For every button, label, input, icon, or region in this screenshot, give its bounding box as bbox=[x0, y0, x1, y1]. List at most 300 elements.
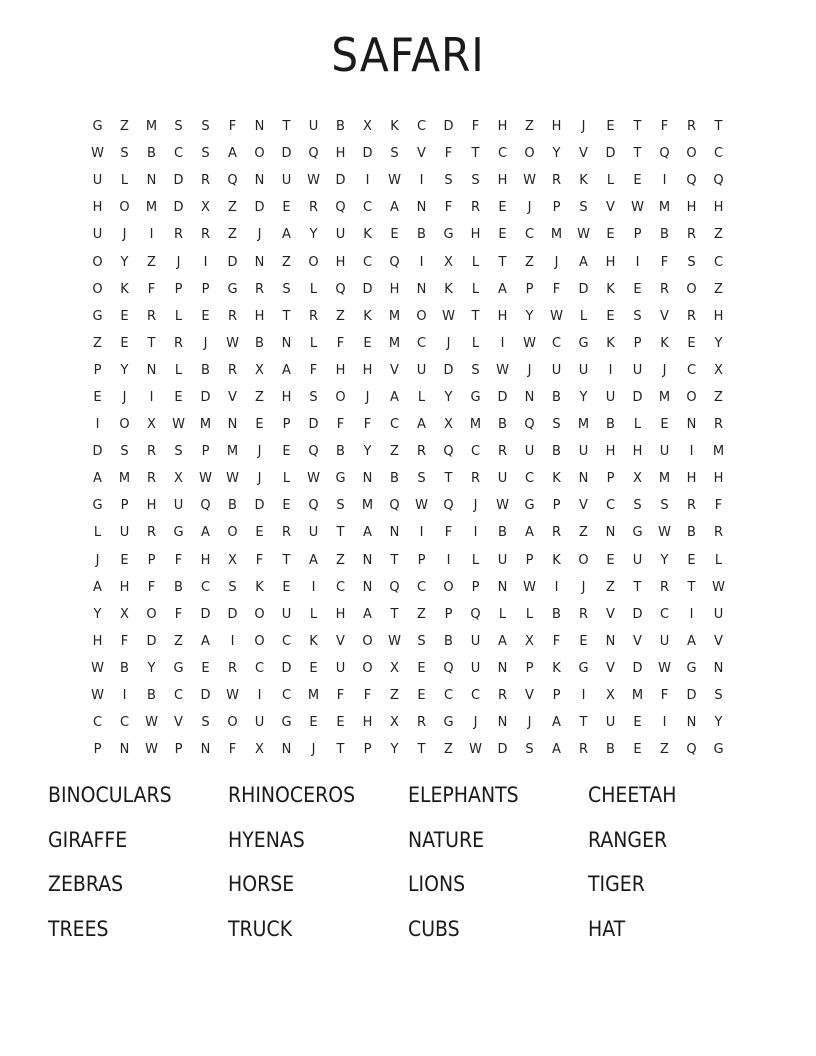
grid-letter: M bbox=[388, 308, 401, 324]
grid-letter: T bbox=[498, 254, 507, 270]
grid-letter: H bbox=[713, 471, 724, 487]
grid-letter: U bbox=[551, 362, 562, 378]
grid-letter: E bbox=[309, 660, 318, 676]
grid-letter: H bbox=[281, 389, 292, 405]
grid-letter: G bbox=[173, 525, 184, 541]
grid-letter: C bbox=[416, 119, 427, 135]
grid-letter: R bbox=[497, 688, 508, 704]
grid-letter: M bbox=[118, 471, 131, 487]
grid-letter: E bbox=[579, 633, 588, 649]
grid-letter: R bbox=[254, 281, 265, 297]
grid-letter: Q bbox=[308, 444, 319, 460]
grid-letter: R bbox=[281, 525, 292, 541]
grid-letter: L bbox=[714, 552, 723, 568]
grid-letter: F bbox=[228, 119, 237, 135]
grid-letter: P bbox=[174, 281, 183, 297]
grid-letter: Q bbox=[389, 498, 400, 514]
grid-letter: T bbox=[714, 119, 723, 135]
grid-letter: S bbox=[660, 498, 669, 514]
grid-letter: J bbox=[257, 471, 262, 487]
grid-letter: O bbox=[254, 606, 265, 622]
grid-letter: C bbox=[173, 146, 184, 162]
grid-letter: R bbox=[200, 227, 211, 243]
grid-letter: F bbox=[336, 688, 345, 704]
grid-letter: O bbox=[119, 200, 130, 216]
grid-letter: L bbox=[174, 308, 183, 324]
grid-letter: I bbox=[149, 227, 154, 243]
grid-letter: U bbox=[578, 444, 589, 460]
grid-letter: Y bbox=[714, 335, 723, 351]
grid-letter: M bbox=[469, 417, 482, 433]
grid-letter: I bbox=[311, 579, 316, 595]
grid-letter: F bbox=[147, 281, 156, 297]
word-bank-item: GIRAFFE bbox=[48, 827, 128, 852]
grid-letter: C bbox=[416, 335, 427, 351]
grid-letter: U bbox=[308, 525, 319, 541]
grid-letter: U bbox=[119, 525, 130, 541]
grid-letter: D bbox=[443, 362, 454, 378]
grid-letter: J bbox=[473, 498, 478, 514]
grid-letter: A bbox=[525, 525, 534, 541]
grid-letter: Q bbox=[686, 173, 697, 189]
grid-letter: G bbox=[173, 660, 184, 676]
grid-letter: U bbox=[281, 173, 292, 189]
grid-letter: T bbox=[633, 579, 642, 595]
grid-letter: V bbox=[228, 389, 237, 405]
grid-letter: D bbox=[308, 417, 319, 433]
grid-letter: Q bbox=[686, 742, 697, 758]
grid-letter: N bbox=[416, 200, 427, 216]
grid-letter: H bbox=[497, 119, 508, 135]
grid-letter: E bbox=[606, 119, 615, 135]
grid-letter: E bbox=[120, 552, 129, 568]
grid-letter: P bbox=[93, 742, 102, 758]
grid-letter: A bbox=[417, 417, 426, 433]
grid-letter: L bbox=[471, 335, 480, 351]
grid-letter: N bbox=[605, 633, 616, 649]
grid-letter: E bbox=[606, 308, 615, 324]
grid-letter: W bbox=[226, 335, 239, 351]
grid-letter: U bbox=[659, 633, 670, 649]
grid-letter: C bbox=[200, 579, 211, 595]
grid-letter: D bbox=[227, 606, 238, 622]
grid-letter: H bbox=[551, 119, 562, 135]
grid-letter: F bbox=[471, 119, 480, 135]
grid-letter: Y bbox=[660, 552, 669, 568]
grid-letter: L bbox=[471, 552, 480, 568]
grid-letter: Q bbox=[713, 173, 724, 189]
grid-letter: X bbox=[444, 417, 453, 433]
grid-letter: R bbox=[173, 227, 184, 243]
grid-letter: W bbox=[496, 362, 509, 378]
grid-letter: H bbox=[605, 254, 616, 270]
grid-letter: O bbox=[362, 633, 373, 649]
page-title: SAFARI bbox=[331, 28, 485, 82]
grid-letter: D bbox=[362, 146, 373, 162]
grid-letter: A bbox=[552, 715, 561, 731]
grid-letter: Q bbox=[200, 498, 211, 514]
grid-letter: A bbox=[390, 200, 399, 216]
grid-letter: E bbox=[201, 660, 210, 676]
grid-letter: S bbox=[471, 362, 480, 378]
grid-letter: A bbox=[201, 633, 210, 649]
word-bank-item: CHEETAH bbox=[588, 783, 677, 807]
grid-letter: R bbox=[173, 335, 184, 351]
grid-letter: X bbox=[714, 362, 723, 378]
grid-letter: K bbox=[363, 227, 372, 243]
grid-letter: S bbox=[120, 146, 129, 162]
grid-letter: T bbox=[336, 525, 345, 541]
grid-letter: R bbox=[146, 471, 157, 487]
grid-letter: F bbox=[444, 146, 453, 162]
grid-letter: D bbox=[443, 119, 454, 135]
grid-letter: G bbox=[470, 389, 481, 405]
grid-letter: U bbox=[416, 362, 427, 378]
grid-letter: D bbox=[686, 688, 697, 704]
grid-letter: Y bbox=[147, 660, 156, 676]
grid-letter: Y bbox=[714, 715, 723, 731]
grid-letter: H bbox=[470, 227, 481, 243]
grid-letter: A bbox=[93, 471, 102, 487]
grid-letter: A bbox=[309, 552, 318, 568]
grid-letter: W bbox=[145, 742, 158, 758]
grid-letter: P bbox=[282, 417, 291, 433]
grid-letter: I bbox=[257, 688, 262, 704]
grid-letter: G bbox=[578, 335, 589, 351]
grid-letter: E bbox=[120, 335, 129, 351]
grid-letter: F bbox=[660, 119, 669, 135]
grid-letter: G bbox=[92, 308, 103, 324]
grid-letter: C bbox=[443, 688, 454, 704]
grid-letter: A bbox=[201, 525, 210, 541]
grid-letter: U bbox=[92, 173, 103, 189]
grid-letter: R bbox=[227, 362, 238, 378]
grid-letter: C bbox=[281, 633, 292, 649]
grid-letter: H bbox=[119, 579, 130, 595]
grid-letter: G bbox=[578, 660, 589, 676]
grid-letter: H bbox=[713, 308, 724, 324]
grid-letter: R bbox=[416, 715, 427, 731]
grid-letter: E bbox=[282, 200, 291, 216]
grid-letter: N bbox=[200, 742, 211, 758]
grid-letter: X bbox=[633, 471, 642, 487]
grid-letter: K bbox=[552, 552, 561, 568]
grid-letter: R bbox=[227, 660, 238, 676]
grid-letter: X bbox=[390, 715, 399, 731]
grid-letter: R bbox=[686, 119, 697, 135]
grid-letter: I bbox=[230, 633, 235, 649]
grid-letter: Y bbox=[120, 362, 129, 378]
grid-letter: Z bbox=[282, 254, 291, 270]
grid-letter: O bbox=[416, 308, 427, 324]
grid-letter: V bbox=[336, 633, 345, 649]
grid-letter: R bbox=[146, 525, 157, 541]
grid-letter: Z bbox=[390, 688, 399, 704]
grid-letter: V bbox=[525, 688, 534, 704]
grid-letter: E bbox=[498, 200, 507, 216]
grid-letter: B bbox=[336, 119, 345, 135]
grid-letter: C bbox=[659, 606, 670, 622]
grid-letter: B bbox=[498, 525, 507, 541]
grid-letter: N bbox=[524, 389, 535, 405]
grid-letter: S bbox=[687, 254, 696, 270]
grid-letter: N bbox=[119, 742, 130, 758]
grid-letter: U bbox=[632, 362, 643, 378]
grid-letter: R bbox=[659, 281, 670, 297]
grid-letter: I bbox=[662, 715, 667, 731]
grid-letter: W bbox=[199, 471, 212, 487]
grid-letter: W bbox=[91, 660, 104, 676]
grid-letter: E bbox=[309, 715, 318, 731]
grid-letter: B bbox=[552, 389, 561, 405]
grid-letter: K bbox=[579, 173, 588, 189]
grid-letter: S bbox=[228, 579, 237, 595]
grid-letter: C bbox=[551, 335, 562, 351]
grid-letter: K bbox=[444, 281, 453, 297]
grid-letter: N bbox=[605, 525, 616, 541]
grid-letter: I bbox=[149, 389, 154, 405]
grid-letter: M bbox=[145, 200, 158, 216]
grid-letter: F bbox=[336, 417, 345, 433]
grid-letter: D bbox=[632, 660, 643, 676]
grid-letter: E bbox=[255, 417, 264, 433]
grid-letter: G bbox=[281, 715, 292, 731]
grid-letter: N bbox=[227, 417, 238, 433]
grid-letter: Z bbox=[228, 227, 237, 243]
grid-letter: Q bbox=[389, 254, 400, 270]
grid-letter: C bbox=[416, 579, 427, 595]
grid-letter: D bbox=[200, 389, 211, 405]
grid-letter: D bbox=[632, 606, 643, 622]
grid-letter: S bbox=[201, 715, 210, 731]
grid-letter: Q bbox=[443, 660, 454, 676]
grid-letter: R bbox=[416, 444, 427, 460]
grid-letter: W bbox=[307, 471, 320, 487]
grid-letter: M bbox=[226, 444, 239, 460]
grid-letter: J bbox=[95, 552, 100, 568]
grid-letter: I bbox=[419, 525, 424, 541]
grid-letter: P bbox=[201, 444, 210, 460]
grid-letter: L bbox=[471, 254, 480, 270]
grid-letter: H bbox=[254, 308, 265, 324]
grid-letter: A bbox=[282, 362, 291, 378]
grid-letter: R bbox=[551, 173, 562, 189]
grid-letter: R bbox=[686, 498, 697, 514]
grid-letter: O bbox=[335, 389, 346, 405]
grid-letter: O bbox=[254, 146, 265, 162]
grid-letter: M bbox=[658, 389, 671, 405]
grid-letter: G bbox=[443, 715, 454, 731]
grid-letter: L bbox=[282, 471, 291, 487]
grid-letter: E bbox=[282, 579, 291, 595]
grid-letter: M bbox=[388, 335, 401, 351]
grid-letter: B bbox=[687, 525, 696, 541]
grid-letter: E bbox=[633, 173, 642, 189]
grid-letter: F bbox=[552, 633, 561, 649]
grid-letter: I bbox=[689, 606, 694, 622]
grid-letter: G bbox=[443, 227, 454, 243]
grid-letter: B bbox=[201, 362, 210, 378]
grid-letter: A bbox=[579, 254, 588, 270]
grid-letter: U bbox=[92, 227, 103, 243]
grid-letter: D bbox=[335, 173, 346, 189]
grid-letter: Q bbox=[443, 498, 454, 514]
grid-letter: Z bbox=[390, 444, 399, 460]
grid-letter: X bbox=[201, 200, 210, 216]
grid-letter: S bbox=[633, 308, 642, 324]
grid-letter: P bbox=[552, 688, 561, 704]
grid-letter: D bbox=[497, 742, 508, 758]
grid-letter: C bbox=[470, 444, 481, 460]
grid-letter: K bbox=[552, 660, 561, 676]
grid-letter: Q bbox=[308, 146, 319, 162]
grid-letter: C bbox=[713, 146, 724, 162]
grid-letter: W bbox=[523, 173, 536, 189]
grid-letter: Z bbox=[417, 606, 426, 622]
grid-letter: D bbox=[281, 660, 292, 676]
grid-letter: C bbox=[497, 146, 508, 162]
grid-letter: S bbox=[471, 173, 480, 189]
grid-letter: A bbox=[363, 525, 372, 541]
grid-letter: J bbox=[203, 335, 208, 351]
grid-letter: E bbox=[417, 688, 426, 704]
grid-letter: T bbox=[579, 715, 588, 731]
grid-letter: R bbox=[470, 471, 481, 487]
grid-letter: I bbox=[419, 173, 424, 189]
grid-letter: O bbox=[686, 146, 697, 162]
grid-letter: Z bbox=[714, 389, 723, 405]
grid-letter: U bbox=[254, 715, 265, 731]
grid-letter: S bbox=[201, 146, 210, 162]
grid-letter: J bbox=[527, 715, 532, 731]
grid-letter: Z bbox=[228, 200, 237, 216]
grid-letter: T bbox=[282, 308, 291, 324]
grid-letter: E bbox=[633, 742, 642, 758]
grid-letter: V bbox=[606, 200, 615, 216]
grid-letter: N bbox=[497, 660, 508, 676]
grid-letter: D bbox=[200, 606, 211, 622]
grid-letter: G bbox=[524, 498, 535, 514]
word-bank-item: RHINOCEROS bbox=[228, 783, 356, 807]
grid-letter: M bbox=[658, 200, 671, 216]
grid-letter: N bbox=[497, 579, 508, 595]
grid-letter: C bbox=[281, 688, 292, 704]
grid-letter: U bbox=[605, 389, 616, 405]
grid-letter: T bbox=[390, 606, 399, 622]
grid-letter: V bbox=[579, 146, 588, 162]
grid-letter: S bbox=[201, 119, 210, 135]
grid-letter: K bbox=[309, 633, 318, 649]
grid-letter: A bbox=[93, 579, 102, 595]
grid-letter: S bbox=[579, 200, 588, 216]
grid-letter: R bbox=[578, 606, 589, 622]
grid-letter: B bbox=[498, 417, 507, 433]
grid-letter: Z bbox=[660, 742, 669, 758]
grid-letter: C bbox=[686, 362, 697, 378]
grid-letter: O bbox=[92, 281, 103, 297]
grid-letter: F bbox=[660, 688, 669, 704]
grid-letter: T bbox=[336, 742, 345, 758]
grid-letter: Z bbox=[93, 335, 102, 351]
word-bank-item: HYENAS bbox=[228, 827, 305, 852]
grid-letter: R bbox=[227, 308, 238, 324]
grid-letter: R bbox=[713, 417, 724, 433]
grid-letter: T bbox=[282, 119, 291, 135]
grid-letter: I bbox=[662, 173, 667, 189]
grid-letter: P bbox=[93, 362, 102, 378]
grid-letter: Q bbox=[524, 417, 535, 433]
grid-letter: H bbox=[335, 362, 346, 378]
grid-letter: E bbox=[390, 227, 399, 243]
word-bank-item: ZEBRAS bbox=[48, 872, 124, 896]
grid-letter: F bbox=[444, 200, 453, 216]
grid-letter: B bbox=[552, 444, 561, 460]
grid-letter: C bbox=[605, 498, 616, 514]
grid-letter: F bbox=[336, 335, 345, 351]
grid-letter: S bbox=[336, 498, 345, 514]
grid-letter: U bbox=[470, 660, 481, 676]
grid-letter: Q bbox=[227, 173, 238, 189]
grid-letter: P bbox=[525, 552, 534, 568]
grid-letter: D bbox=[362, 281, 373, 297]
grid-letter: E bbox=[660, 417, 669, 433]
grid-letter: U bbox=[578, 362, 589, 378]
grid-letter: D bbox=[632, 389, 643, 405]
word-bank-item: RANGER bbox=[588, 827, 668, 852]
grid-letter: E bbox=[687, 335, 696, 351]
grid-letter: J bbox=[176, 254, 181, 270]
grid-letter: A bbox=[363, 606, 372, 622]
grid-letter: A bbox=[498, 633, 507, 649]
grid-letter: T bbox=[390, 552, 399, 568]
grid-letter: J bbox=[365, 389, 370, 405]
grid-letter: Y bbox=[309, 227, 318, 243]
grid-letter: L bbox=[309, 335, 318, 351]
grid-letter: Z bbox=[336, 552, 345, 568]
grid-letter: U bbox=[335, 227, 346, 243]
grid-letter: N bbox=[578, 471, 589, 487]
grid-letter: J bbox=[554, 254, 559, 270]
grid-letter: V bbox=[633, 633, 642, 649]
grid-letter: P bbox=[525, 660, 534, 676]
grid-letter: P bbox=[201, 281, 210, 297]
grid-letter: V bbox=[174, 715, 183, 731]
letter-grid bbox=[84, 113, 732, 763]
grid-letter: E bbox=[282, 498, 291, 514]
grid-letter: B bbox=[228, 498, 237, 514]
grid-letter: J bbox=[662, 362, 667, 378]
grid-letter: Y bbox=[390, 742, 399, 758]
grid-letter: X bbox=[174, 471, 183, 487]
grid-letter: R bbox=[686, 308, 697, 324]
grid-letter: W bbox=[415, 498, 428, 514]
grid-letter: B bbox=[174, 579, 183, 595]
grid-letter: B bbox=[606, 417, 615, 433]
grid-letter: I bbox=[608, 362, 613, 378]
grid-letter: A bbox=[390, 389, 399, 405]
word-bank-item: HORSE bbox=[228, 872, 295, 896]
grid-letter: E bbox=[606, 227, 615, 243]
grid-letter: B bbox=[417, 227, 426, 243]
grid-letter: W bbox=[226, 688, 239, 704]
grid-letter: E bbox=[606, 552, 615, 568]
grid-letter: B bbox=[552, 606, 561, 622]
grid-letter: Z bbox=[174, 633, 183, 649]
grid-letter: Z bbox=[147, 254, 156, 270]
grid-letter: R bbox=[308, 200, 319, 216]
grid-letter: S bbox=[714, 688, 723, 704]
grid-letter: I bbox=[122, 688, 127, 704]
